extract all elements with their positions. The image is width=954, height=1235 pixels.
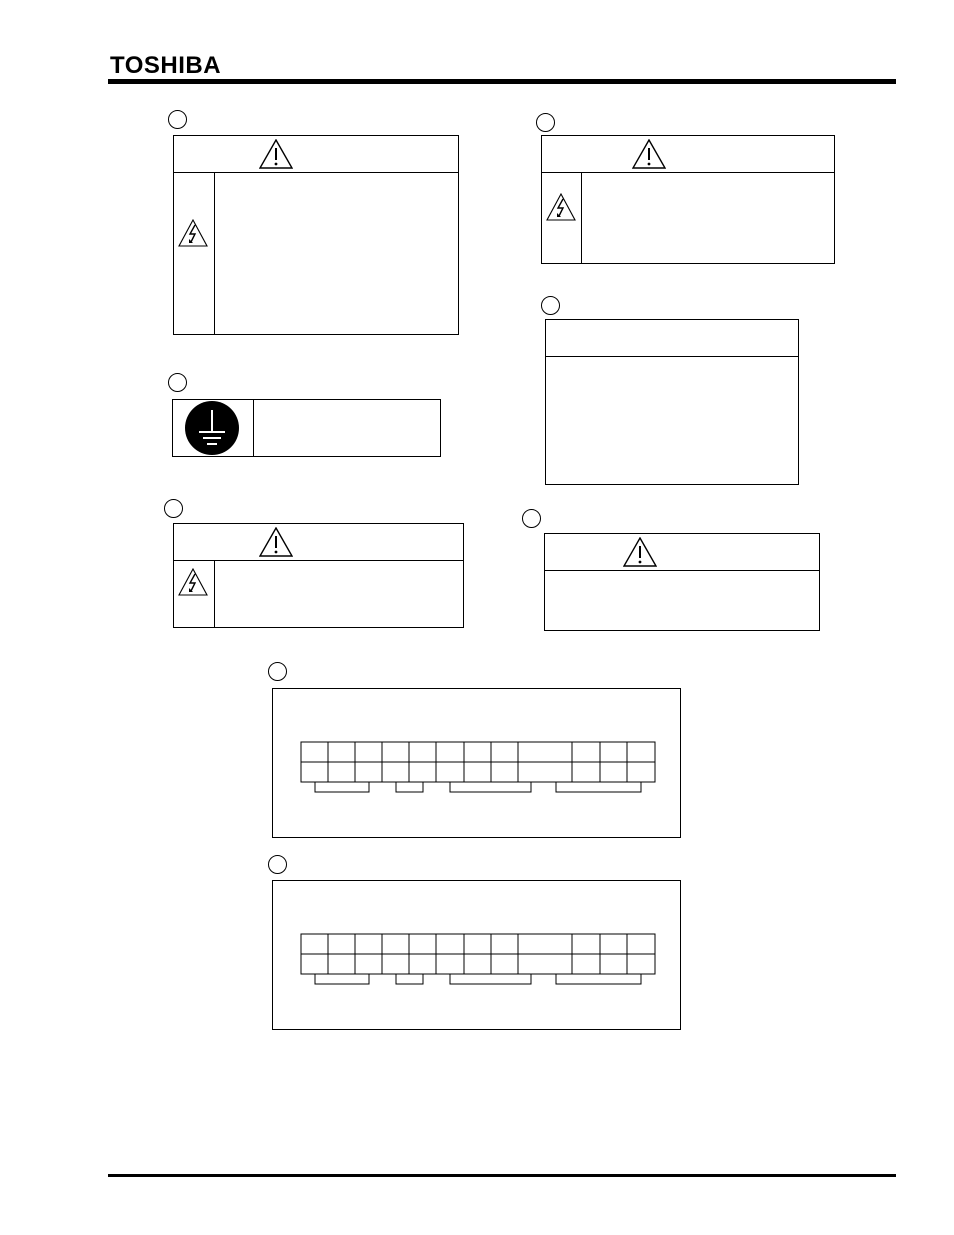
label-marker-8 (268, 855, 287, 874)
label-marker-7 (268, 662, 287, 681)
label-marker-3 (541, 296, 560, 315)
notice-label-header (546, 320, 798, 357)
label-marker-5 (164, 499, 183, 518)
ground-label-side (173, 400, 254, 456)
caution-label-side (174, 172, 215, 334)
caution-label-4 (544, 533, 820, 631)
rating-plate-grid (273, 689, 682, 839)
caution-label-header (174, 136, 458, 173)
footer-rule (108, 1174, 896, 1177)
rating-plate-1 (272, 688, 681, 838)
rating-plate-grid (273, 881, 682, 1031)
label-marker-4 (168, 373, 187, 392)
warning-triangle-icon (623, 537, 657, 567)
caution-label-side (174, 560, 215, 627)
caution-label-3 (173, 523, 464, 628)
caution-label-2 (541, 135, 835, 264)
ground-label (172, 399, 441, 457)
warning-triangle-icon (259, 527, 293, 557)
header-rule (108, 79, 896, 84)
electric-shock-icon (178, 568, 208, 596)
warning-triangle-icon (632, 139, 666, 169)
caution-label-header (174, 524, 463, 561)
caution-label-header (542, 136, 834, 173)
electric-shock-icon (178, 219, 208, 247)
label-marker-6 (522, 509, 541, 528)
caution-label-header (545, 534, 819, 571)
rating-plate-2 (272, 880, 681, 1030)
label-marker-1 (168, 110, 187, 129)
label-marker-2 (536, 113, 555, 132)
notice-label (545, 319, 799, 485)
caution-label-side (542, 172, 582, 263)
protective-ground-icon (185, 401, 239, 455)
caution-label-1 (173, 135, 459, 335)
electric-shock-icon (546, 193, 576, 221)
brand-logo: TOSHIBA (110, 52, 222, 79)
warning-triangle-icon (259, 139, 293, 169)
